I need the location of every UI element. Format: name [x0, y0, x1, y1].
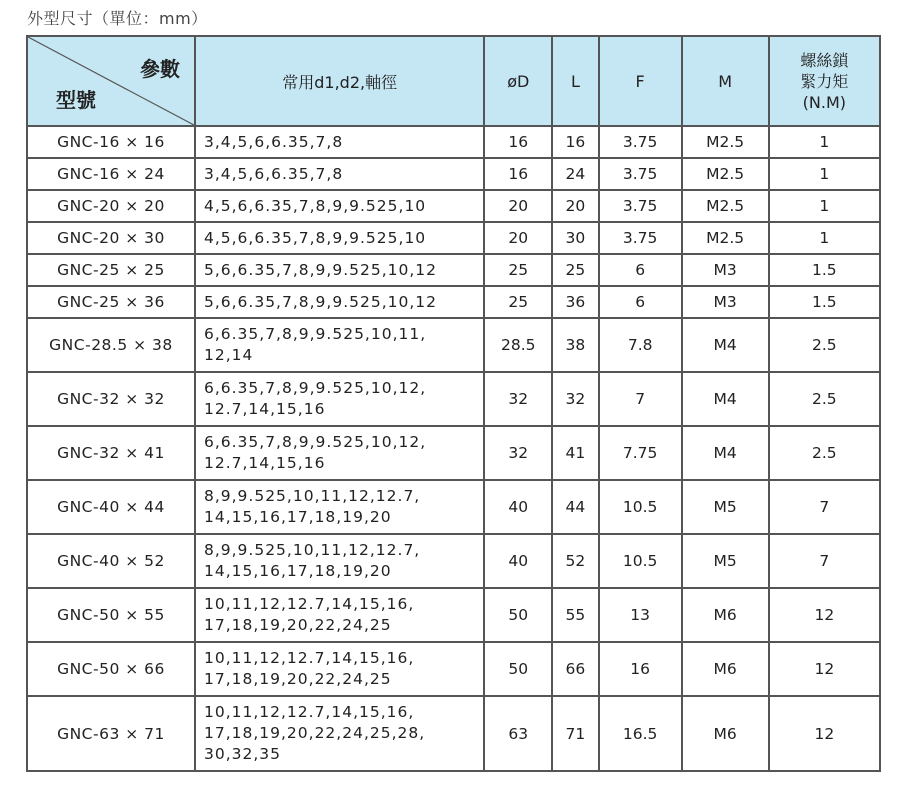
od-cell: 16	[484, 158, 552, 190]
m-cell: M2.5	[682, 222, 769, 254]
od-cell: 20	[484, 222, 552, 254]
model-cell: GNC-25 × 25	[27, 254, 195, 286]
table-row	[27, 642, 880, 696]
bore-line: 6,6.35,7,8,9,9.525,10,12,	[203, 433, 427, 451]
od-cell: 25	[484, 254, 552, 286]
model-cell: GNC-25 × 36	[27, 286, 195, 318]
l-cell: 36	[552, 286, 599, 318]
model-cell: GNC-40 × 52	[27, 534, 195, 588]
model-cell: GNC-20 × 30	[27, 222, 195, 254]
bore-cell	[195, 480, 484, 534]
l-cell: 20	[552, 190, 599, 222]
torque-cell: 1	[769, 126, 880, 158]
f-cell: 6	[599, 286, 682, 318]
l-cell: 52	[552, 534, 599, 588]
bore-line: 5,6,6.35,7,8,9,9.525,10,12	[203, 292, 438, 311]
m-cell: M3	[682, 286, 769, 318]
bore-line: 8,9,9.525,10,11,12,12.7,	[203, 541, 421, 559]
table-row	[27, 588, 880, 642]
bore-line: 10,11,12,12.7,14,15,16,	[203, 595, 415, 613]
bore-cell	[195, 696, 484, 771]
table-row	[27, 254, 880, 286]
m-cell: M6	[682, 696, 769, 771]
bore-line: 4,5,6,6.35,7,8,9,9.525,10	[203, 196, 427, 215]
bore-cell	[195, 534, 484, 588]
model-cell: GNC-32 × 32	[27, 372, 195, 426]
m-cell: M5	[682, 534, 769, 588]
f-cell: 7.8	[599, 318, 682, 372]
od-cell: 32	[484, 426, 552, 480]
od-cell: 63	[484, 696, 552, 771]
torque-cell: 2.5	[769, 372, 880, 426]
l-cell: 71	[552, 696, 599, 771]
m-cell: M2.5	[682, 158, 769, 190]
table-row	[27, 158, 880, 190]
spec-table	[26, 35, 881, 772]
m-cell: M4	[682, 372, 769, 426]
table-row	[27, 372, 880, 426]
od-cell: 20	[484, 190, 552, 222]
bore-line: 17,18,19,20,22,24,25	[203, 670, 392, 688]
header-m: M	[682, 36, 769, 126]
f-cell: 3.75	[599, 190, 682, 222]
f-cell: 3.75	[599, 126, 682, 158]
bore-cell	[195, 222, 484, 254]
header-od: øD	[484, 36, 552, 126]
l-cell: 66	[552, 642, 599, 696]
table-row	[27, 126, 880, 158]
bore-cell	[195, 642, 484, 696]
torque-cell: 12	[769, 588, 880, 642]
torque-cell: 12	[769, 642, 880, 696]
torque-cell: 1	[769, 190, 880, 222]
model-cell: GNC-40 × 44	[27, 480, 195, 534]
model-cell: GNC-16 × 16	[27, 126, 195, 158]
model-cell: GNC-32 × 41	[27, 426, 195, 480]
table-body	[27, 126, 880, 771]
m-cell: M2.5	[682, 126, 769, 158]
bore-cell	[195, 190, 484, 222]
m-cell: M3	[682, 254, 769, 286]
f-cell: 10.5	[599, 480, 682, 534]
torque-cell: 2.5	[769, 426, 880, 480]
torque-cell: 1.5	[769, 286, 880, 318]
l-cell: 55	[552, 588, 599, 642]
table-row	[27, 480, 880, 534]
bore-line: 30,32,35	[203, 745, 281, 763]
bore-line: 10,11,12,12.7,14,15,16,	[203, 703, 415, 721]
f-cell: 10.5	[599, 534, 682, 588]
m-cell: M4	[682, 426, 769, 480]
f-cell: 3.75	[599, 158, 682, 190]
torque-cell: 7	[769, 480, 880, 534]
table-row	[27, 426, 880, 480]
l-cell: 30	[552, 222, 599, 254]
bore-line: 17,18,19,20,22,24,25	[203, 616, 392, 634]
bore-line: 5,6,6.35,7,8,9,9.525,10,12	[203, 260, 438, 279]
table-caption: 外型尺寸（單位：mm）	[27, 9, 208, 28]
l-cell: 38	[552, 318, 599, 372]
l-cell: 32	[552, 372, 599, 426]
f-cell: 6	[599, 254, 682, 286]
bore-line: 6,6.35,7,8,9,9.525,10,12,	[203, 379, 427, 397]
bore-cell	[195, 426, 484, 480]
f-cell: 13	[599, 588, 682, 642]
model-cell: GNC-20 × 20	[27, 190, 195, 222]
bore-cell	[195, 318, 484, 372]
bore-line: 10,11,12,12.7,14,15,16,	[203, 649, 415, 667]
model-cell: GNC-50 × 66	[27, 642, 195, 696]
table-row	[27, 696, 880, 771]
table-row	[27, 286, 880, 318]
l-cell: 25	[552, 254, 599, 286]
torque-cell: 1	[769, 222, 880, 254]
header-parameter-label: 參數	[139, 57, 180, 81]
f-cell: 7	[599, 372, 682, 426]
od-cell: 40	[484, 480, 552, 534]
bore-cell	[195, 286, 484, 318]
bore-line: 8,9,9.525,10,11,12,12.7,	[203, 487, 421, 505]
od-cell: 50	[484, 642, 552, 696]
bore-line: 12.7,14,15,16	[203, 454, 326, 472]
l-cell: 44	[552, 480, 599, 534]
od-cell: 40	[484, 534, 552, 588]
header-torque-line2: 緊力矩	[800, 71, 849, 91]
bore-line: 14,15,16,17,18,19,20	[203, 508, 392, 526]
torque-cell: 12	[769, 696, 880, 771]
torque-cell: 7	[769, 534, 880, 588]
header-torque-line1: 螺絲鎖	[800, 50, 849, 70]
od-cell: 28.5	[484, 318, 552, 372]
torque-cell: 1	[769, 158, 880, 190]
bore-line: 12.7,14,15,16	[203, 400, 326, 418]
header-bore: 常用d1,d2,軸徑	[195, 36, 484, 126]
header-corner-cell	[27, 36, 195, 126]
od-cell: 50	[484, 588, 552, 642]
od-cell: 25	[484, 286, 552, 318]
bore-line: 3,4,5,6,6.35,7,8	[203, 164, 344, 183]
bore-cell	[195, 126, 484, 158]
bore-line: 12,14	[203, 346, 254, 364]
bore-cell	[195, 158, 484, 190]
bore-line: 14,15,16,17,18,19,20	[203, 562, 392, 580]
m-cell: M6	[682, 642, 769, 696]
bore-line: 6,6.35,7,8,9,9.525,10,11,	[203, 325, 427, 343]
header-f: F	[599, 36, 682, 126]
table-row	[27, 222, 880, 254]
model-cell: GNC-63 × 71	[27, 696, 195, 771]
bore-cell	[195, 372, 484, 426]
header-torque	[769, 36, 880, 126]
bore-line: 3,4,5,6,6.35,7,8	[203, 132, 344, 151]
m-cell: M2.5	[682, 190, 769, 222]
table-row	[27, 318, 880, 372]
model-cell: GNC-28.5 × 38	[27, 318, 195, 372]
header-row	[27, 36, 880, 126]
torque-cell: 2.5	[769, 318, 880, 372]
header-torque-line3: (N.M)	[802, 92, 846, 112]
header-model-label: 型號	[56, 88, 96, 112]
table-row	[27, 534, 880, 588]
od-cell: 16	[484, 126, 552, 158]
f-cell: 3.75	[599, 222, 682, 254]
l-cell: 24	[552, 158, 599, 190]
m-cell: M4	[682, 318, 769, 372]
m-cell: M5	[682, 480, 769, 534]
f-cell: 16	[599, 642, 682, 696]
bore-line: 17,18,19,20,22,24,25,28,	[203, 724, 426, 742]
bore-line: 4,5,6,6.35,7,8,9,9.525,10	[203, 228, 427, 247]
od-cell: 32	[484, 372, 552, 426]
l-cell: 16	[552, 126, 599, 158]
l-cell: 41	[552, 426, 599, 480]
m-cell: M6	[682, 588, 769, 642]
table-row	[27, 190, 880, 222]
bore-cell	[195, 254, 484, 286]
f-cell: 7.75	[599, 426, 682, 480]
model-cell: GNC-50 × 55	[27, 588, 195, 642]
header-l: L	[552, 36, 599, 126]
bore-cell	[195, 588, 484, 642]
f-cell: 16.5	[599, 696, 682, 771]
torque-cell: 1.5	[769, 254, 880, 286]
model-cell: GNC-16 × 24	[27, 158, 195, 190]
